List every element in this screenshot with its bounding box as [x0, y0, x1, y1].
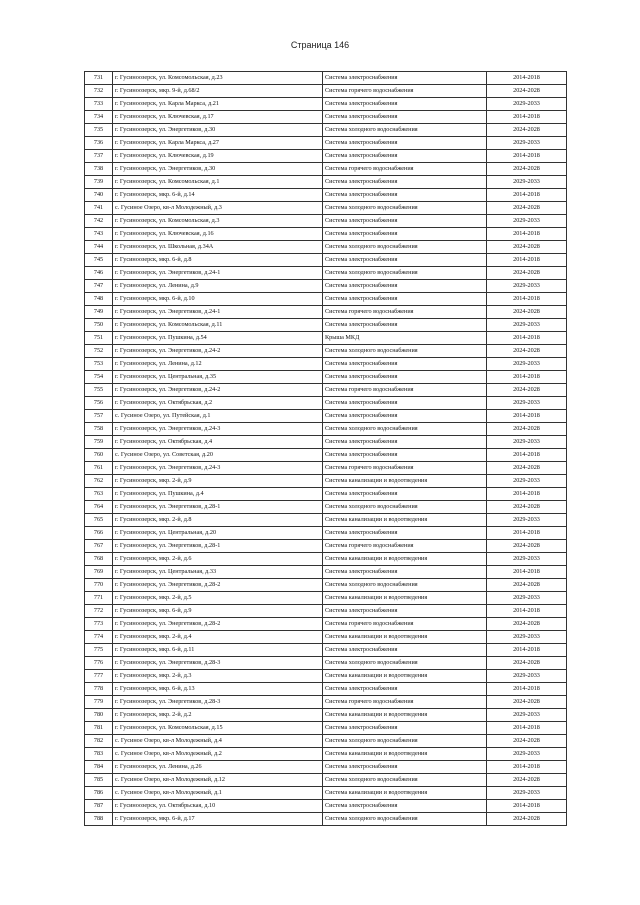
system-cell: Система электроснабжения — [323, 644, 487, 657]
system-cell: Система электроснабжения — [323, 397, 487, 410]
table-row — [85, 371, 567, 384]
period-cell: 2024-2028 — [487, 501, 567, 514]
period-cell: 2024-2028 — [487, 202, 567, 215]
row-number: 748 — [85, 293, 113, 306]
period-cell: 2014-2018 — [487, 332, 567, 345]
address-cell: г. Гусиноозерск, ул. Ключевская, д.16 — [113, 228, 323, 241]
row-number: 749 — [85, 306, 113, 319]
period-cell: 2029-2033 — [487, 787, 567, 800]
system-cell: Система электроснабжения — [323, 371, 487, 384]
row-number: 783 — [85, 748, 113, 761]
address-cell: г. Гусиноозерск, ул. Комсомольская, д.15 — [113, 722, 323, 735]
row-number: 744 — [85, 241, 113, 254]
address-cell: г. Гусиноозерск, ул. Комсомольская, д.11 — [113, 319, 323, 332]
system-cell: Система электроснабжения — [323, 111, 487, 124]
table-row — [85, 800, 567, 813]
table-row — [85, 540, 567, 553]
row-number: 755 — [85, 384, 113, 397]
address-cell: г. Гусиноозерск, ул. Октябрьская, д.10 — [113, 800, 323, 813]
address-cell: г. Гусиноозерск, ул. Октябрьская, д.4 — [113, 436, 323, 449]
period-cell: 2029-2033 — [487, 631, 567, 644]
table-row — [85, 176, 567, 189]
system-cell: Система холодного водоснабжения — [323, 579, 487, 592]
table-row — [85, 618, 567, 631]
system-cell: Система горячего водоснабжения — [323, 618, 487, 631]
address-cell: г. Гусиноозерск, ул. Энергетиков, д.28-1 — [113, 540, 323, 553]
row-number: 759 — [85, 436, 113, 449]
period-cell: 2029-2033 — [487, 215, 567, 228]
period-cell: 2014-2018 — [487, 228, 567, 241]
address-cell: г. Гусиноозерск, мкр. 6-й, д.13 — [113, 683, 323, 696]
table-row — [85, 709, 567, 722]
system-cell: Система электроснабжения — [323, 683, 487, 696]
system-cell: Система горячего водоснабжения — [323, 306, 487, 319]
table-row — [85, 579, 567, 592]
address-cell: г. Гусиноозерск, ул. Энергетиков, д.30 — [113, 163, 323, 176]
period-cell: 2029-2033 — [487, 98, 567, 111]
row-number: 774 — [85, 631, 113, 644]
row-number: 787 — [85, 800, 113, 813]
address-cell: г. Гусиноозерск, ул. Энергетиков, д.24-1 — [113, 267, 323, 280]
period-cell: 2014-2018 — [487, 150, 567, 163]
table-row — [85, 137, 567, 150]
row-number: 779 — [85, 696, 113, 709]
table-row — [85, 475, 567, 488]
system-cell: Система электроснабжения — [323, 319, 487, 332]
period-cell: 2014-2018 — [487, 644, 567, 657]
period-cell: 2029-2033 — [487, 397, 567, 410]
table-row — [85, 644, 567, 657]
address-cell: г. Гусиноозерск, ул. Ленина, д.12 — [113, 358, 323, 371]
system-cell: Система электроснабжения — [323, 527, 487, 540]
table-row — [85, 345, 567, 358]
row-number: 750 — [85, 319, 113, 332]
address-cell: г. Гусиноозерск, мкр. 2-й, д.3 — [113, 670, 323, 683]
row-number: 784 — [85, 761, 113, 774]
row-number: 777 — [85, 670, 113, 683]
system-cell: Система электроснабжения — [323, 254, 487, 267]
table-row — [85, 631, 567, 644]
address-cell: г. Гусиноозерск, ул. Центральная, д.33 — [113, 566, 323, 579]
row-number: 760 — [85, 449, 113, 462]
table-row — [85, 163, 567, 176]
system-cell: Система электроснабжения — [323, 800, 487, 813]
address-cell: г. Гусиноозерск, ул. Энергетиков, д.24-3 — [113, 462, 323, 475]
row-number: 786 — [85, 787, 113, 800]
row-number: 768 — [85, 553, 113, 566]
table-row — [85, 423, 567, 436]
table-row — [85, 397, 567, 410]
row-number: 772 — [85, 605, 113, 618]
system-cell: Система холодного водоснабжения — [323, 423, 487, 436]
system-cell: Система электроснабжения — [323, 150, 487, 163]
table-row — [85, 124, 567, 137]
address-cell: г. Гусиноозерск, мкр. 6-й, д.11 — [113, 644, 323, 657]
row-number: 756 — [85, 397, 113, 410]
system-cell: Система холодного водоснабжения — [323, 501, 487, 514]
system-cell: Система канализации и водоотведения — [323, 709, 487, 722]
table-row — [85, 748, 567, 761]
table-row — [85, 85, 567, 98]
row-number: 773 — [85, 618, 113, 631]
registry-table-body — [85, 72, 567, 826]
address-cell: г. Гусиноозерск, мкр. 6-й, д.17 — [113, 813, 323, 826]
row-number: 739 — [85, 176, 113, 189]
address-cell: г. Гусиноозерск, ул. Энергетиков, д.28-3 — [113, 657, 323, 670]
table-row — [85, 657, 567, 670]
period-cell: 2014-2018 — [487, 527, 567, 540]
system-cell: Система электроснабжения — [323, 189, 487, 202]
table-row — [85, 735, 567, 748]
table-row — [85, 241, 567, 254]
table-row — [85, 683, 567, 696]
address-cell: г. Гусиноозерск, ул. Энергетиков, д.28-3 — [113, 696, 323, 709]
row-number: 769 — [85, 566, 113, 579]
system-cell: Система канализации и водоотведения — [323, 475, 487, 488]
address-cell: г. Гусиноозерск, ул. Ключевская, д.17 — [113, 111, 323, 124]
row-number: 733 — [85, 98, 113, 111]
row-number: 731 — [85, 72, 113, 85]
system-cell: Система холодного водоснабжения — [323, 202, 487, 215]
system-cell: Система канализации и водоотведения — [323, 787, 487, 800]
table-row — [85, 436, 567, 449]
address-cell: г. Гусиноозерск, ул. Ленина, д.26 — [113, 761, 323, 774]
table-row — [85, 384, 567, 397]
row-number: 745 — [85, 254, 113, 267]
table-row — [85, 215, 567, 228]
row-number: 775 — [85, 644, 113, 657]
row-number: 752 — [85, 345, 113, 358]
period-cell: 2029-2033 — [487, 319, 567, 332]
address-cell: г. Гусиноозерск, ул. Энергетиков, д.24-1 — [113, 306, 323, 319]
address-cell: с. Гусиное Озеро, кв-л Молодежный, д.2 — [113, 748, 323, 761]
period-cell: 2029-2033 — [487, 592, 567, 605]
period-cell: 2014-2018 — [487, 254, 567, 267]
address-cell: г. Гусиноозерск, ул. Школьная, д.34А — [113, 241, 323, 254]
period-cell: 2029-2033 — [487, 137, 567, 150]
address-cell: с. Гусиное Озеро, кв-л Молодежный, д.4 — [113, 735, 323, 748]
system-cell: Система электроснабжения — [323, 488, 487, 501]
system-cell: Система холодного водоснабжения — [323, 345, 487, 358]
period-cell: 2024-2028 — [487, 163, 567, 176]
row-number: 753 — [85, 358, 113, 371]
period-cell: 2014-2018 — [487, 410, 567, 423]
table-row — [85, 501, 567, 514]
address-cell: г. Гусиноозерск, ул. Энергетиков, д.28-2 — [113, 579, 323, 592]
period-cell: 2024-2028 — [487, 345, 567, 358]
period-cell: 2024-2028 — [487, 124, 567, 137]
address-cell: с. Гусиное Озеро, кв-л Молодежный, д.1 — [113, 787, 323, 800]
registry-table — [84, 71, 567, 826]
table-row — [85, 449, 567, 462]
row-number: 761 — [85, 462, 113, 475]
table-row — [85, 293, 567, 306]
period-cell: 2024-2028 — [487, 85, 567, 98]
system-cell: Система электроснабжения — [323, 722, 487, 735]
system-cell: Система электроснабжения — [323, 410, 487, 423]
period-cell: 2014-2018 — [487, 800, 567, 813]
system-cell: Система электроснабжения — [323, 72, 487, 85]
address-cell: с. Гусиное Озеро, кв-л Молодежный, д.12 — [113, 774, 323, 787]
system-cell: Система электроснабжения — [323, 137, 487, 150]
row-number: 764 — [85, 501, 113, 514]
row-number: 746 — [85, 267, 113, 280]
period-cell: 2024-2028 — [487, 423, 567, 436]
row-number: 782 — [85, 735, 113, 748]
system-cell: Система холодного водоснабжения — [323, 813, 487, 826]
row-number: 751 — [85, 332, 113, 345]
period-cell: 2014-2018 — [487, 189, 567, 202]
period-cell: 2024-2028 — [487, 813, 567, 826]
period-cell: 2014-2018 — [487, 722, 567, 735]
period-cell: 2014-2018 — [487, 566, 567, 579]
address-cell: г. Гусиноозерск, мкр. 6-й, д.10 — [113, 293, 323, 306]
system-cell: Система канализации и водоотведения — [323, 631, 487, 644]
row-number: 732 — [85, 85, 113, 98]
row-number: 735 — [85, 124, 113, 137]
period-cell: 2014-2018 — [487, 111, 567, 124]
table-row — [85, 150, 567, 163]
period-cell: 2014-2018 — [487, 371, 567, 384]
row-number: 766 — [85, 527, 113, 540]
period-cell: 2014-2018 — [487, 449, 567, 462]
system-cell: Система холодного водоснабжения — [323, 735, 487, 748]
table-row — [85, 358, 567, 371]
period-cell: 2029-2033 — [487, 176, 567, 189]
table-row — [85, 787, 567, 800]
period-cell: 2024-2028 — [487, 462, 567, 475]
system-cell: Система канализации и водоотведения — [323, 514, 487, 527]
row-number: 738 — [85, 163, 113, 176]
row-number: 757 — [85, 410, 113, 423]
period-cell: 2014-2018 — [487, 293, 567, 306]
table-row — [85, 670, 567, 683]
period-cell: 2029-2033 — [487, 358, 567, 371]
row-number: 781 — [85, 722, 113, 735]
row-number: 778 — [85, 683, 113, 696]
row-number: 737 — [85, 150, 113, 163]
address-cell: г. Гусиноозерск, ул. Ключевская, д.19 — [113, 150, 323, 163]
address-cell: г. Гусиноозерск, ул. Карла Маркса, д.27 — [113, 137, 323, 150]
system-cell: Система холодного водоснабжения — [323, 657, 487, 670]
address-cell: г. Гусиноозерск, мкр. 6-й, д.9 — [113, 605, 323, 618]
address-cell: г. Гусиноозерск, ул. Энергетиков, д.28-1 — [113, 501, 323, 514]
period-cell: 2029-2033 — [487, 553, 567, 566]
table-row — [85, 280, 567, 293]
table-row — [85, 319, 567, 332]
period-cell: 2024-2028 — [487, 241, 567, 254]
system-cell: Система канализации и водоотведения — [323, 670, 487, 683]
period-cell: 2024-2028 — [487, 384, 567, 397]
system-cell: Крыша МКД — [323, 332, 487, 345]
row-number: 771 — [85, 592, 113, 605]
period-cell: 2024-2028 — [487, 618, 567, 631]
address-cell: г. Гусиноозерск, ул. Комсомольская, д.3 — [113, 215, 323, 228]
period-cell: 2029-2033 — [487, 514, 567, 527]
period-cell: 2029-2033 — [487, 748, 567, 761]
system-cell: Система горячего водоснабжения — [323, 85, 487, 98]
table-row — [85, 189, 567, 202]
table-row — [85, 553, 567, 566]
system-cell: Система электроснабжения — [323, 436, 487, 449]
address-cell: г. Гусиноозерск, ул. Центральная, д.35 — [113, 371, 323, 384]
system-cell: Система электроснабжения — [323, 280, 487, 293]
table-row — [85, 410, 567, 423]
table-row — [85, 254, 567, 267]
page-header: Страница 146 — [290, 40, 350, 50]
address-cell: г. Гусиноозерск, ул. Энергетиков, д.24-3 — [113, 423, 323, 436]
period-cell: 2014-2018 — [487, 72, 567, 85]
table-row — [85, 488, 567, 501]
system-cell: Система холодного водоснабжения — [323, 241, 487, 254]
address-cell: г. Гусиноозерск, мкр. 2-й, д.2 — [113, 709, 323, 722]
table-row — [85, 72, 567, 85]
period-cell: 2014-2018 — [487, 683, 567, 696]
period-cell: 2024-2028 — [487, 735, 567, 748]
system-cell: Система электроснабжения — [323, 449, 487, 462]
system-cell: Система электроснабжения — [323, 761, 487, 774]
address-cell: г. Гусиноозерск, мкр. 2-й, д.5 — [113, 592, 323, 605]
address-cell: г. Гусиноозерск, мкр. 2-й, д.8 — [113, 514, 323, 527]
row-number: 742 — [85, 215, 113, 228]
period-cell: 2029-2033 — [487, 670, 567, 683]
row-number: 747 — [85, 280, 113, 293]
system-cell: Система горячего водоснабжения — [323, 462, 487, 475]
table-row — [85, 696, 567, 709]
row-number: 758 — [85, 423, 113, 436]
period-cell: 2024-2028 — [487, 696, 567, 709]
address-cell: г. Гусиноозерск, ул. Комсомольская, д.1 — [113, 176, 323, 189]
address-cell: с. Гусиное Озеро, ул. Советская, д.20 — [113, 449, 323, 462]
address-cell: г. Гусиноозерск, ул. Пушкина, д.4 — [113, 488, 323, 501]
address-cell: г. Гусиноозерск, ул. Комсомольская, д.23 — [113, 72, 323, 85]
period-cell: 2029-2033 — [487, 436, 567, 449]
system-cell: Система электроснабжения — [323, 358, 487, 371]
table-row — [85, 527, 567, 540]
address-cell: г. Гусиноозерск, ул. Пушкина, д.54 — [113, 332, 323, 345]
period-cell: 2029-2033 — [487, 280, 567, 293]
period-cell: 2024-2028 — [487, 774, 567, 787]
row-number: 762 — [85, 475, 113, 488]
period-cell: 2014-2018 — [487, 605, 567, 618]
system-cell: Система горячего водоснабжения — [323, 540, 487, 553]
address-cell: г. Гусиноозерск, мкр. 2-й, д.6 — [113, 553, 323, 566]
period-cell: 2014-2018 — [487, 488, 567, 501]
row-number: 776 — [85, 657, 113, 670]
system-cell: Система электроснабжения — [323, 98, 487, 111]
row-number: 770 — [85, 579, 113, 592]
table-row — [85, 462, 567, 475]
address-cell: г. Гусиноозерск, ул. Карла Маркса, д.21 — [113, 98, 323, 111]
period-cell: 2024-2028 — [487, 579, 567, 592]
row-number: 763 — [85, 488, 113, 501]
row-number: 741 — [85, 202, 113, 215]
system-cell: Система канализации и водоотведения — [323, 592, 487, 605]
table-row — [85, 98, 567, 111]
system-cell: Система горячего водоснабжения — [323, 384, 487, 397]
table-row — [85, 774, 567, 787]
address-cell: г. Гусиноозерск, ул. Энергетиков, д.28-2 — [113, 618, 323, 631]
address-cell: г. Гусиноозерск, мкр. 6-й, д.8 — [113, 254, 323, 267]
address-cell: г. Гусиноозерск, мкр. 6-й, д.14 — [113, 189, 323, 202]
row-number: 734 — [85, 111, 113, 124]
system-cell: Система канализации и водоотведения — [323, 553, 487, 566]
system-cell: Система горячего водоснабжения — [323, 696, 487, 709]
table-row — [85, 605, 567, 618]
row-number: 767 — [85, 540, 113, 553]
address-cell: г. Гусиноозерск, ул. Октябрьская, д.2 — [113, 397, 323, 410]
system-cell: Система электроснабжения — [323, 566, 487, 579]
period-cell: 2014-2018 — [487, 761, 567, 774]
period-cell: 2029-2033 — [487, 475, 567, 488]
system-cell: Система холодного водоснабжения — [323, 124, 487, 137]
row-number: 765 — [85, 514, 113, 527]
table-row — [85, 267, 567, 280]
table-row — [85, 306, 567, 319]
address-cell: г. Гусиноозерск, ул. Ленина, д.9 — [113, 280, 323, 293]
system-cell: Система электроснабжения — [323, 176, 487, 189]
system-cell: Система канализации и водоотведения — [323, 748, 487, 761]
address-cell: с. Гусиное Озеро, кв-л Молодежный, д.3 — [113, 202, 323, 215]
system-cell: Система горячего водоснабжения — [323, 163, 487, 176]
row-number: 754 — [85, 371, 113, 384]
row-number: 736 — [85, 137, 113, 150]
table-row — [85, 202, 567, 215]
address-cell: г. Гусиноозерск, ул. Энергетиков, д.24-2 — [113, 384, 323, 397]
table-row — [85, 592, 567, 605]
address-cell: г. Гусиноозерск, мкр. 2-й, д.4 — [113, 631, 323, 644]
system-cell: Система холодного водоснабжения — [323, 267, 487, 280]
table-row — [85, 228, 567, 241]
system-cell: Система электроснабжения — [323, 215, 487, 228]
system-cell: Система электроснабжения — [323, 293, 487, 306]
row-number: 743 — [85, 228, 113, 241]
period-cell: 2024-2028 — [487, 657, 567, 670]
system-cell: Система холодного водоснабжения — [323, 774, 487, 787]
row-number: 785 — [85, 774, 113, 787]
address-cell: г. Гусиноозерск, мкр. 2-й, д.9 — [113, 475, 323, 488]
period-cell: 2029-2033 — [487, 709, 567, 722]
table-row — [85, 514, 567, 527]
period-cell: 2024-2028 — [487, 267, 567, 280]
address-cell: г. Гусиноозерск, ул. Энергетиков, д.30 — [113, 124, 323, 137]
row-number: 788 — [85, 813, 113, 826]
address-cell: г. Гусиноозерск, ул. Центральная, д.20 — [113, 527, 323, 540]
period-cell: 2024-2028 — [487, 306, 567, 319]
row-number: 740 — [85, 189, 113, 202]
table-row — [85, 566, 567, 579]
address-cell: с. Гусиное Озеро, ул. Путейская, д.1 — [113, 410, 323, 423]
system-cell: Система электроснабжения — [323, 228, 487, 241]
table-row — [85, 722, 567, 735]
address-cell: г. Гусиноозерск, мкр. 9-й, д.68/2 — [113, 85, 323, 98]
table-row — [85, 111, 567, 124]
address-cell: г. Гусиноозерск, ул. Энергетиков, д.24-2 — [113, 345, 323, 358]
table-row — [85, 332, 567, 345]
system-cell: Система электроснабжения — [323, 605, 487, 618]
period-cell: 2024-2028 — [487, 540, 567, 553]
row-number: 780 — [85, 709, 113, 722]
table-row — [85, 761, 567, 774]
table-row — [85, 813, 567, 826]
